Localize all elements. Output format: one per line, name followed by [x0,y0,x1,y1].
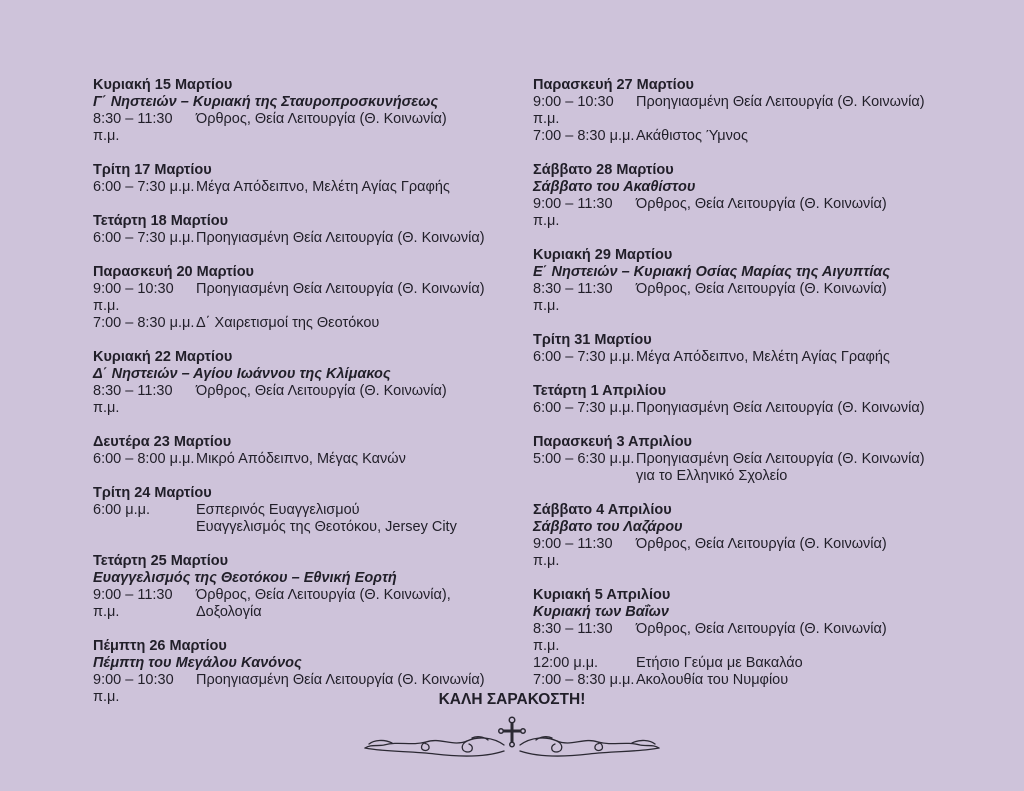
service-description [636,281,953,315]
service-time: 6:00 – 7:30 μ.μ. [93,179,195,195]
service-description-line: Προηγιασμένη Θεία Λειτουργία (Θ. Κοινωνία) [636,94,925,110]
service-row [93,281,518,315]
service-description-line: Μικρό Απόδειπνο, Μέγας Κανών [196,451,406,467]
footer-greeting: ΚΑΛΗ ΣΑΡΑΚΟΣΤΗ! [438,691,586,708]
schedule-entry [93,264,518,332]
service-row [93,587,518,621]
service-description [196,281,518,315]
service-description-line: Προηγιασμένη Θεία Λειτουργία (Θ. Κοινωνία) [196,672,485,688]
schedule-entry [93,553,518,621]
schedule-entry [533,332,953,366]
service-row [533,349,953,366]
service-description [636,536,953,570]
service-description-line: Εσπερινός Ευαγγελισμού [196,502,360,518]
service-description [196,111,518,145]
service-description-line: Δ΄ Χαιρετισμοί της Θεοτόκου [196,315,380,331]
service-description-line: Προηγιασμένη Θεία Λειτουργία (Θ. Κοινωνία) [196,281,485,297]
entry-date: Παρασκευή 27 Μαρτίου [533,77,694,93]
schedule-entry [533,587,953,689]
entry-date: Τετάρτη 25 Μαρτίου [93,553,229,569]
schedule-entry [93,213,518,247]
schedule-entry [93,162,518,196]
entry-date: Παρασκευή 20 Μαρτίου [93,264,254,280]
service-row [533,451,953,485]
service-description-line: Ετήσιο Γεύμα με Βακαλάο [636,655,803,671]
service-description [636,655,953,672]
service-description [196,502,518,536]
entry-date: Τρίτη 31 Μαρτίου [533,332,652,348]
schedule-entry [533,162,953,230]
service-description-line: Προηγιασμένη Θεία Λειτουργία (Θ. Κοινωνία) [196,230,485,246]
entry-subtitle: Δ΄ Νηστειών – Αγίου Ιωάννου της Κλίμακος [93,366,391,382]
service-row [93,179,518,196]
service-description-line: Όρθρος, Θεία Λειτουργία (Θ. Κοινωνία) [196,111,447,127]
entry-date: Κυριακή 22 Μαρτίου [93,349,233,365]
service-row [533,621,953,655]
service-time: 8:30 – 11:30 π.μ. [533,621,613,654]
entry-date: Τετάρτη 1 Απριλίου [533,383,667,399]
entry-subtitle: Ε΄ Νηστειών – Κυριακή Οσίας Μαρίας της Αιγυπτίας [533,264,890,280]
service-description-line: Όρθρος, Θεία Λειτουργία (Θ. Κοινωνία) [636,196,887,212]
service-time: 9:00 – 10:30 π.μ. [533,94,614,127]
cross-flourish-ornament [351,714,673,764]
schedule-entry [533,77,953,145]
schedule-column-left [93,77,518,723]
service-time: 6:00 – 7:30 μ.μ. [533,349,635,365]
service-time: 8:30 – 11:30 π.μ. [533,281,613,314]
service-description-line: Όρθρος, Θεία Λειτουργία (Θ. Κοινωνία) [636,621,887,637]
service-description-line: Μέγα Απόδειπνο, Μελέτη Αγίας Γραφής [636,349,890,365]
entry-date: Σάββατο 28 Μαρτίου [533,162,674,178]
service-description [636,400,953,417]
service-description-line: Όρθρος, Θεία Λειτουργία (Θ. Κοινωνία) [636,281,887,297]
entry-date: Τρίτη 17 Μαρτίου [93,162,212,178]
entry-subtitle: Σάββατο του Ακαθίστου [533,179,696,195]
schedule-entry [533,383,953,417]
service-description [636,672,953,689]
entry-date: Κυριακή 29 Μαρτίου [533,247,673,263]
service-description [636,349,953,366]
service-row [533,94,953,128]
service-description [196,383,518,417]
service-time: 9:00 – 10:30 π.μ. [93,281,174,314]
service-description [196,179,518,196]
service-description-line: Ευαγγελισμός της Θεοτόκου, Jersey City [196,519,457,535]
service-row [533,536,953,570]
service-row [93,502,518,536]
entry-date: Σάββατο 4 Απριλίου [533,502,672,518]
entry-subtitle: Γ΄ Νηστειών – Κυριακή της Σταυροπροσκυνήσεως [93,94,439,110]
service-time: 9:00 – 11:30 π.μ. [533,196,613,229]
service-time: 6:00 – 7:30 μ.μ. [533,400,635,416]
entry-subtitle: Ευαγγελισμός της Θεοτόκου – Εθνική Εορτή [93,570,397,586]
service-description-line: για το Ελληνικό Σχολείο [636,468,788,484]
service-row [93,383,518,417]
schedule-entry [93,434,518,468]
service-time: 12:00 μ.μ. [533,655,599,671]
orthodox-cross-icon [499,717,526,747]
service-description-line: Δοξολογία [196,604,262,620]
service-row [533,655,953,672]
service-time: 9:00 – 11:30 π.μ. [533,536,613,569]
service-row [93,111,518,145]
service-description [196,230,518,247]
service-time: 7:00 – 8:30 μ.μ. [533,672,635,688]
schedule-entry [93,77,518,145]
entry-date: Κυριακή 5 Απριλίου [533,587,671,603]
service-row [93,451,518,468]
schedule-entry [93,485,518,536]
service-time: 8:30 – 11:30 π.μ. [93,111,173,144]
entry-date: Τετάρτη 18 Μαρτίου [93,213,229,229]
schedule-entry [533,434,953,485]
service-time: 6:00 – 7:30 μ.μ. [93,230,195,246]
entry-subtitle: Κυριακή των Βαΐων [533,604,669,620]
entry-date: Παρασκευή 3 Απριλίου [533,434,692,450]
flourish-vine-right [520,737,659,756]
service-time: 7:00 – 8:30 μ.μ. [533,128,635,144]
service-row [533,128,953,145]
service-time: 5:00 – 6:30 μ.μ. [533,451,635,467]
entry-date: Κυριακή 15 Μαρτίου [93,77,233,93]
entry-date: Τρίτη 24 Μαρτίου [93,485,212,501]
service-description [196,451,518,468]
service-row [533,281,953,315]
service-row [533,400,953,417]
service-description [636,196,953,230]
service-time: 6:00 – 8:00 μ.μ. [93,451,195,467]
service-description-line: Όρθρος, Θεία Λειτουργία (Θ. Κοινωνία), [196,587,451,603]
entry-subtitle: Πέμπτη του Μεγάλου Κανόνος [93,655,302,671]
service-description-line: Ακολουθία του Νυμφίου [636,672,789,688]
service-time: 6:00 μ.μ. [93,502,151,518]
schedule-column-right [533,77,953,706]
service-time: 9:00 – 11:30 π.μ. [93,587,173,620]
service-time: 8:30 – 11:30 π.μ. [93,383,173,416]
entry-date: Δευτέρα 23 Μαρτίου [93,434,232,450]
service-description [636,128,953,145]
service-description [636,451,953,485]
service-row [93,230,518,247]
service-description [636,94,953,128]
entry-subtitle: Σάββατο του Λαζάρου [533,519,683,535]
service-description-line: Όρθρος, Θεία Λειτουργία (Θ. Κοινωνία) [636,536,887,552]
service-row [533,196,953,230]
schedule-entry [93,349,518,417]
service-description-line: Μέγα Απόδειπνο, Μελέτη Αγίας Γραφής [196,179,450,195]
service-description [196,587,518,621]
service-description-line: Ακάθιστος Ύμνος [636,128,748,144]
service-time: 7:00 – 8:30 μ.μ. [93,315,195,331]
service-time: 9:00 – 10:30 π.μ. [93,672,174,705]
entry-date: Πέμπτη 26 Μαρτίου [93,638,227,654]
service-description-line: Προηγιασμένη Θεία Λειτουργία (Θ. Κοινωνία) [636,400,925,416]
schedule-entry [533,502,953,570]
service-row [93,315,518,332]
service-description [636,621,953,655]
schedule-entry [533,247,953,315]
service-row [533,672,953,689]
service-description [196,315,518,332]
service-description-line: Προηγιασμένη Θεία Λειτουργία (Θ. Κοινωνία) [636,451,925,467]
service-description-line: Όρθρος, Θεία Λειτουργία (Θ. Κοινωνία) [196,383,447,399]
